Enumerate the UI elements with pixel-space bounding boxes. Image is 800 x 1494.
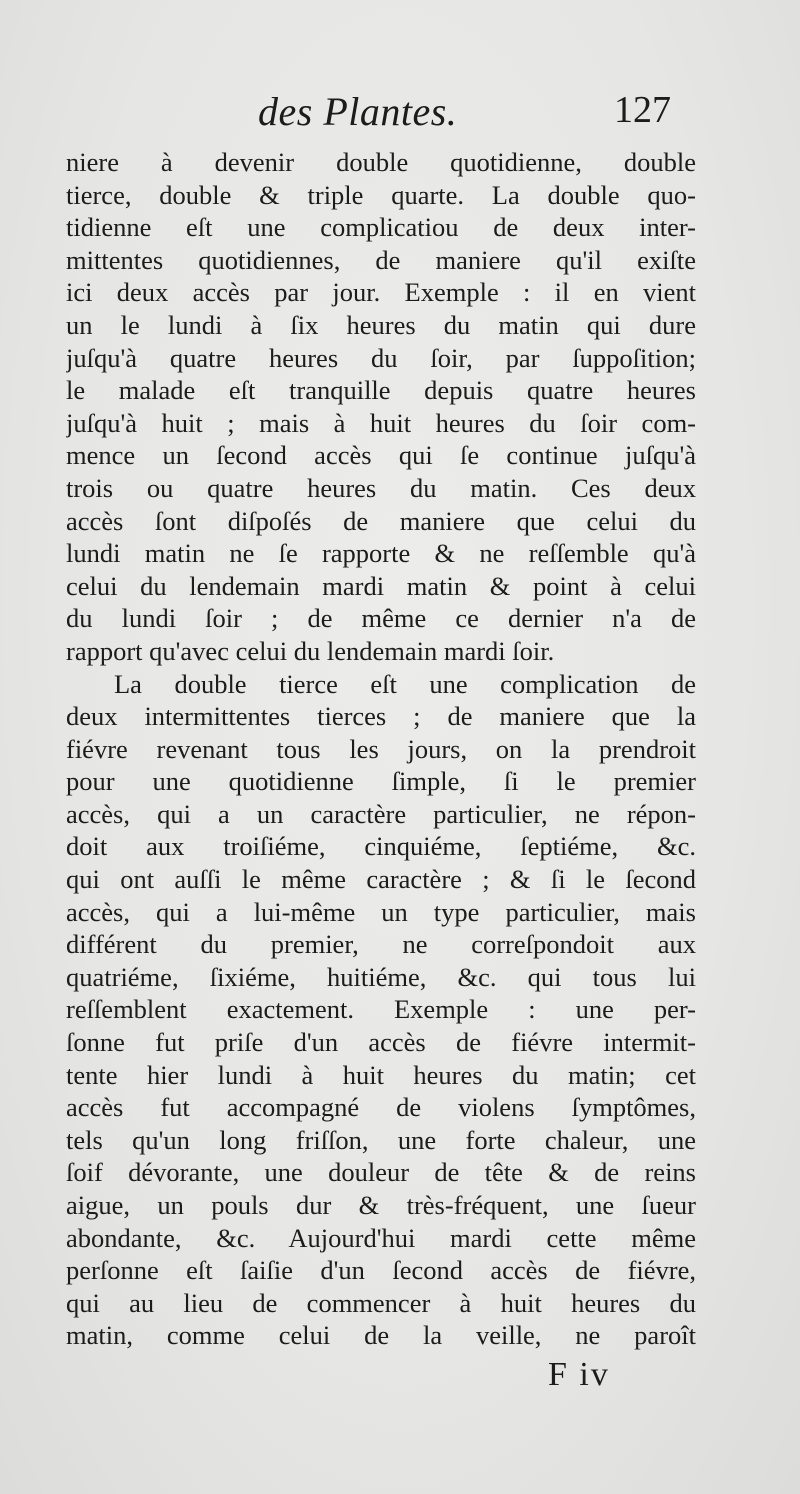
page-number: 127 [614,89,671,131]
text-line: mittentes quotidiennes, de maniere qu'il exiſte [66,244,696,275]
text-line: quatriéme, ſixiéme, huitiéme, &c. qui tous lui [66,961,696,992]
text-line: trois ou quatre heures du matin. Ces deux [66,472,696,503]
paragraph-start-line: La double tierce eſt une complication de [114,668,696,699]
text-line: mence un ſecond accès qui ſe continue juſqu'à [66,440,696,471]
body-text [66,146,696,1352]
text-line: qui ont auſſi le même caractère ; & ſi le ſecond [66,864,696,895]
text-line: tierce, double & triple quarte. La double quo- [66,179,696,210]
text-line: qui au lieu de commencer à huit heures du [66,1287,696,1318]
text-line: accès, qui a un caractère particulier, ne répon- [66,798,696,829]
text-line: accès, qui a lui-même un type particulier, mais [66,896,696,927]
text-line: différent du premier, ne correſpondoit aux [66,929,696,960]
text-line: accès fut accompagné de violens ſymptômes, [66,1092,696,1123]
text-line: du lundi ſoir ; de même ce dernier n'a de [66,603,696,634]
text-line: doit aux troiſiéme, cinquiéme, ſeptiéme, &c. [66,831,696,862]
text-line: deux intermittentes tierces ; de maniere que la [66,701,696,732]
text-line: ſonne fut priſe d'un accès de fiévre intermit- [66,1027,696,1058]
text-line: juſqu'à huit ; mais à huit heures du ſoir com- [66,407,696,438]
text-line: pour une quotidienne ſimple, ſi le premier [66,766,696,797]
text-line: niere à devenir double quotidienne, double [66,147,696,177]
text-line: tels qu'un long friſſon, une forte chaleur, une [66,1124,696,1155]
text-line: rapport qu'avec celui du lendemain mardi ſoir. [66,635,555,666]
text-line: fiévre revenant tous les jours, on la prendroit [66,733,696,764]
text-line: celui du lendemain mardi matin & point à celui [66,570,696,601]
text-line: reſſemblent exactement. Exemple : une per- [66,994,696,1025]
text-line: un le lundi à ſix heures du matin qui dure [66,309,696,340]
text-line: juſqu'à quatre heures du ſoir, par ſuppoſition; [66,342,696,373]
text-line: ici deux accès par jour. Exemple : il en vient [66,277,696,308]
text-line: matin, comme celui de la veille, ne paroît [66,1320,696,1351]
text-line: abondante, &c. Aujourd'hui mardi cette même [66,1222,696,1253]
signature-mark: F iv [548,1356,610,1393]
text-line: le malade eſt tranquille depuis quatre heures [66,375,696,406]
text-line: aigue, un pouls dur & très-fréquent, une ſueur [66,1190,696,1220]
text-line: ſoif dévorante, une douleur de tête & de reins [66,1157,696,1188]
text-line: tente hier lundi à huit heures du matin; cet [66,1059,696,1090]
text-line: accès ſont diſpoſés de maniere que celui du [66,505,696,536]
text-line: tidienne eſt une complicatiou de deux inter- [66,212,696,243]
text-line: lundi matin ne ſe rapporte & ne reſſemble qu'à [66,538,696,569]
text-line: perſonne eſt ſaiſie d'un ſecond accès de fiévre, [66,1255,696,1286]
page-header [0,88,800,148]
running-title: des Plantes. [258,89,458,134]
